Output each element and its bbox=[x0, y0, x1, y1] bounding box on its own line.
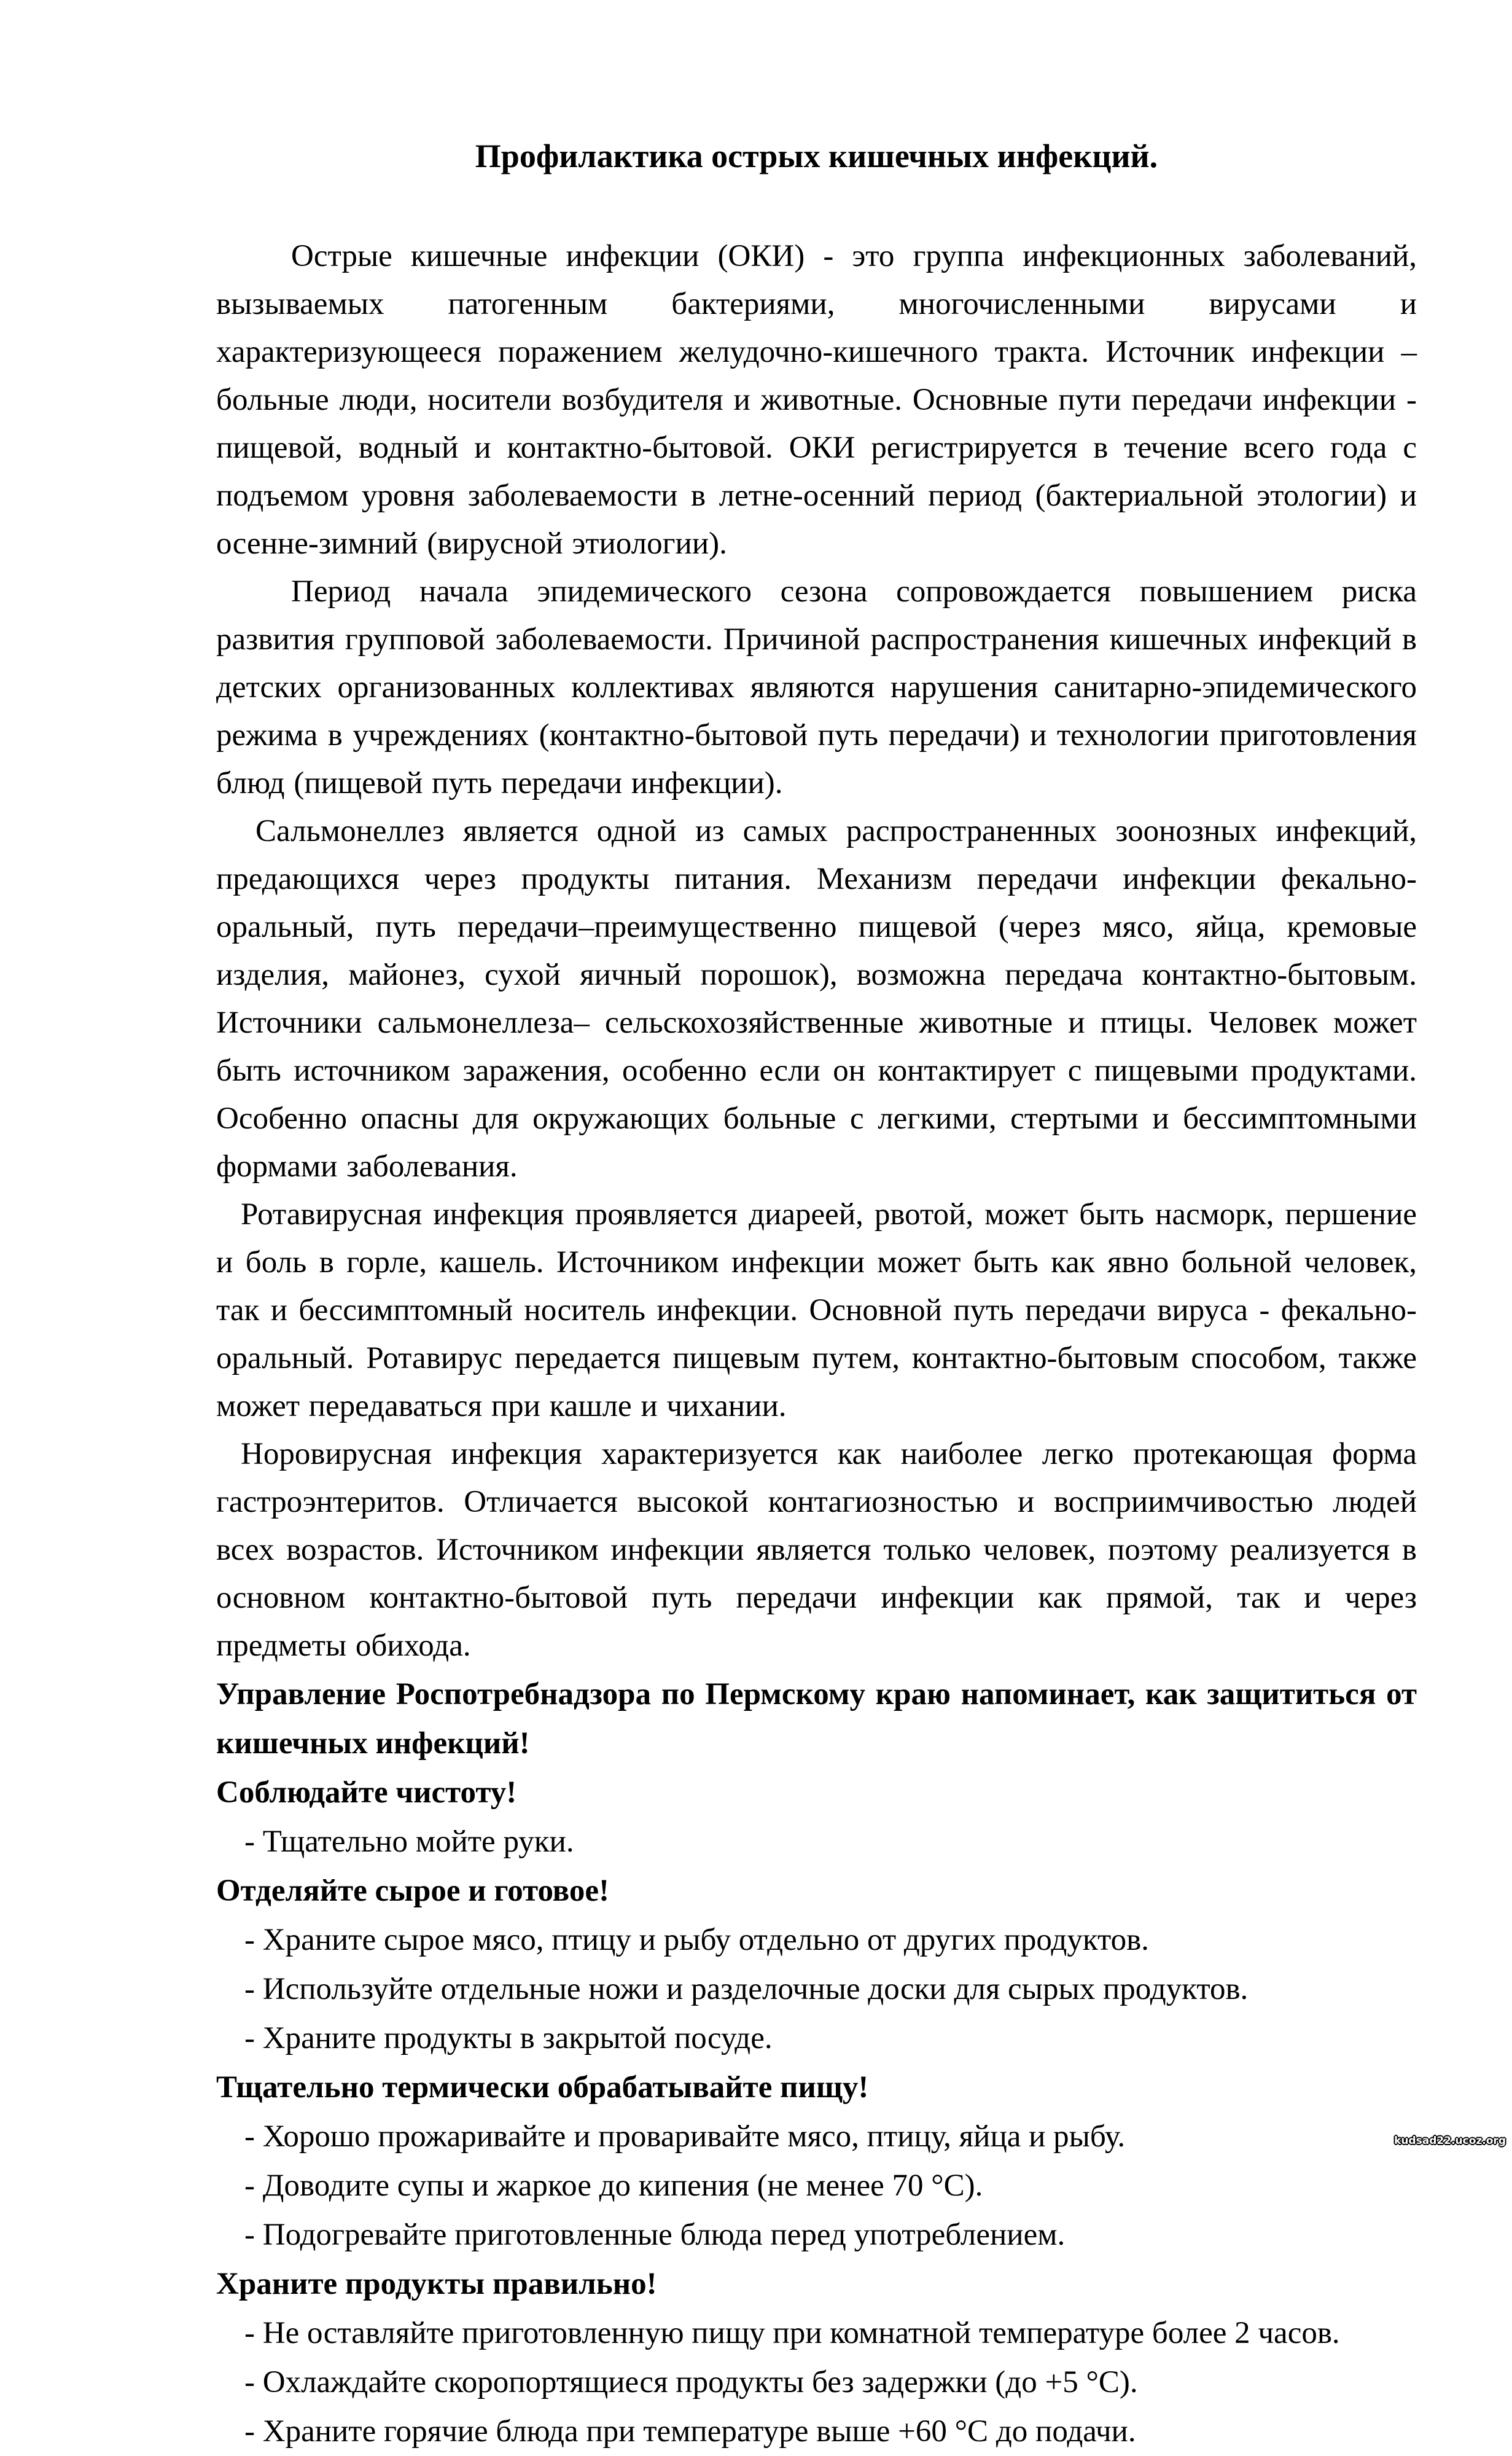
paragraph-epidemic-season: Период начала эпидемического сезона сопровождается повышением риска развития групповой заболеваемости. Причиной распространения кишечных инфекций в детских организованных коллективах являются нарушения санитарно-эпидемического режима в учреждениях (контактно-бытовой путь передачи) и технологии приготовления блюд (пищевой путь передачи инфекции). bbox=[216, 574, 1417, 800]
list-item-boil-soups: - Доводите супы и жаркое до кипения (не менее 70 °С). bbox=[244, 2169, 983, 2203]
document-content bbox=[216, 136, 1417, 2456]
list-item-closed-containers: - Храните продукты в закрытой посуде. bbox=[244, 2021, 773, 2055]
heading-separate-raw-cooked: Отделяйте сырое и готовое! bbox=[216, 1874, 609, 1908]
heading-rospotrebnadzor-advice: Управление Роспотребнадзора по Пермскому краю напоминает, как защититься от кишечных инфекций! bbox=[216, 1677, 1417, 1761]
list-item-reheat-dishes: - Подогревайте приготовленные блюда перед употреблением. bbox=[244, 2218, 1066, 2252]
heading-cook-thoroughly: Тщательно термически обрабатывайте пищу! bbox=[216, 2070, 869, 2105]
paragraph-rotavirus: Ротавирусная инфекция проявляется диареей, рвотой, может быть насморк, першение и боль в горле, кашель. Источником инфекции может быть как явно больной человек, так и бессимптомный носитель инфекции. Основной путь передачи вируса - фекально-оральный. Ротавирус передается пищевым путем, контактно-бытовым способом, также может передаваться при кашле и чихании. bbox=[216, 1197, 1417, 1423]
list-item-no-room-temperature: - Не оставляйте приготовленную пищу при комнатной температуре более 2 часов. bbox=[244, 2316, 1340, 2350]
heading-keep-clean: Соблюдайте чистоту! bbox=[216, 1775, 517, 1810]
watermark-text: kudsad22.ucoz.org bbox=[1394, 2135, 1506, 2147]
list-item-fry-boil-well: - Хорошо прожаривайте и проваривайте мясо, птицу, яйца и рыбу. bbox=[244, 2119, 1126, 2154]
list-item-keep-hot-dishes: - Храните горячие блюда при температуре выше +60 °С до подачи. bbox=[244, 2414, 1136, 2449]
paragraph-norovirus: Норовирусная инфекция характеризуется как наиболее легко протекающая форма гастроэнтеритов. Отличается высокой контагиозностью и восприимчивостью людей всех возрастов. Источником инфекции является только человек, поэтому реализуется в основном контактно-бытовой путь передачи инфекции как прямой, так и через предметы обихода. bbox=[216, 1437, 1417, 1663]
document-title: Профилактика острых кишечных инфекций. bbox=[475, 138, 1158, 174]
list-item-store-raw-meat-separately: - Храните сырое мясо, птицу и рыбу отдельно от других продуктов. bbox=[244, 1923, 1149, 1957]
list-item-chill-perishables: - Охлаждайте скоропортящиеся продукты без задержки (до +5 °С). bbox=[244, 2365, 1138, 2399]
list-item-separate-knives-boards: - Используйте отдельные ножи и разделочные доски для сырых продуктов. bbox=[244, 1972, 1249, 2006]
paragraph-oki-definition: Острые кишечные инфекции (ОКИ) - это группа инфекционных заболеваний, вызываемых патогенным бактериями, многочисленными вирусами и характеризующееся поражением желудочно-кишечного тракта. Источник инфекции – больные люди, носители возбудителя и животные. Основные пути передачи инфекции - пищевой, водный и контактно-бытовой. ОКИ регистрируется в течение всего года с подъемом уровня заболеваемости в летне-осенний период (бактериальной этологии) и осенне-зимний (вирусной этиологии). bbox=[216, 239, 1417, 561]
paragraph-salmonellosis: Сальмонеллез является одной из самых распространенных зоонозных инфекций, предающихся через продукты питания. Механизм передачи инфекции фекально-оральный, путь передачи–преимущественно пищевой (через мясо, яйца, кремовые изделия, майонез, сухой яичный порошок), возможна передача контактно-бытовым. Источники сальмонеллеза– сельскохозяйственные животные и птицы. Человек может быть источником заражения, особенно если он контактирует с пищевыми продуктами. Особенно опасны для окружающих больные с легкими, стертыми и бессимптомными формами заболевания. bbox=[216, 814, 1417, 1184]
list-item-wash-hands: - Тщательно мойте руки. bbox=[244, 1824, 574, 1859]
heading-store-properly: Храните продукты правильно! bbox=[216, 2267, 657, 2301]
